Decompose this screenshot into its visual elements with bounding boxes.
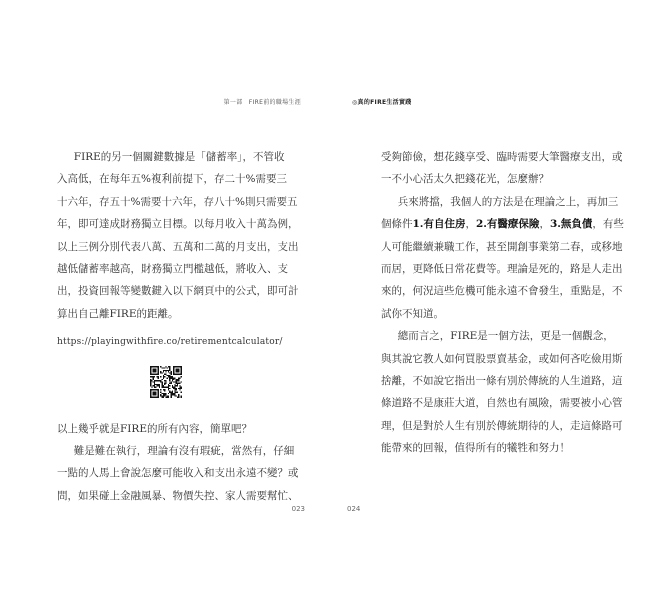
text-line: 來的，何況這些危機可能永遠不會發生，重點是，不 [381,285,623,298]
text-line: 越低儲蓄率越高，財務獨立門檻越低，將收入、支 [57,263,288,276]
text-line: FIRE的另一個關鍵數據是「儲蓄率」，不管收 [73,151,285,163]
text-line: 能帶來的回報，值得所有的犧牲和努力！ [381,442,570,455]
text-line: 十六年，存五十%需要十六年，存八十%則只需要五 [57,195,298,208]
text-line: 受夠節儉，想花錢享受、臨時需要大筆醫療支出，或 [381,151,623,163]
text-line: 算出自己離FIRE的距離。 [57,307,179,320]
left-running-head: 第一部 FIRE前的職場生涯 [223,99,301,106]
left-body-text [57,146,299,507]
text-line-conditions: 個條件1.有自住房，2.有醫療保險，3.無負債，有些 [381,218,624,231]
text-line: 一點的人馬上會說怎麼可能收入和支出永遠不變？或 [57,467,299,480]
text-line: 總而言之，FIRE是一個方法，更是一個觀念， [397,330,614,343]
text-line: 入高低，在每年五%複利前提下，存二十%需要三 [57,173,287,186]
condition-item: 1.有自住房 [412,218,466,231]
left-page-number: 023 [291,505,305,513]
text-line: 以上三例分別代表八萬、五萬和二萬的月支出，支出 [57,240,299,253]
right-page-number: 024 [347,505,361,513]
condition-item: 2.有醫療保險 [475,218,540,231]
text-line: 試你不知道。 [381,307,444,320]
text-line: 以上幾乎就是FIRE的所有內容，簡單吧？ [57,422,253,435]
text-line: 捨離，不如說它指出一條有別於傳統的人生道路，這 [381,375,623,388]
text-line: 年，即可達成財務獨立目標。以每月收入十萬為例， [57,218,299,231]
text-line: 難是難在執行，理論有沒有瑕疵，當然有，仔細 [73,445,295,458]
left-page [0,0,327,609]
calculator-url[interactable]: https://playingwithfire.co/retirementcalculator/ [57,337,283,348]
text-line: 理，但是對於人生有別於傳統期待的人，走這條路可 [381,419,623,432]
text-line: 兵來將擋，我個人的方法是在理論之上，再加三 [397,195,619,208]
right-page [327,0,655,609]
text-line: 條道路不是康莊大道，自然也有風險，需要被小心管 [381,397,623,410]
text-line: 與其說它教人如何買股票賣基金，或如何吝吃儉用斯 [381,352,623,365]
right-body-text [381,146,624,460]
conditions-tail: ，有些 [592,218,624,231]
condition-item: 3.無負債 [549,218,593,231]
conditions-lead: 個條件 [381,218,413,231]
text-line: 人可能繼續兼職工作，甚至開創事業第二春，或移地 [381,240,623,253]
right-running-head: ◎真的FIRE生活實踐 [352,99,412,106]
text-line: 出，投資回報等變數鍵入以下網頁中的公式，即可計 [57,285,299,298]
qr-code-icon[interactable] [150,366,182,398]
text-line: 而居，更降低日常花費等。理論是死的，路是人走出 [381,263,623,276]
text-line: 一不小心活太久把錢花光，怎麼辦？ [381,173,549,186]
text-line: 問，如果碰上金融風暴、物價失控、家人需要幫忙、 [57,489,299,502]
